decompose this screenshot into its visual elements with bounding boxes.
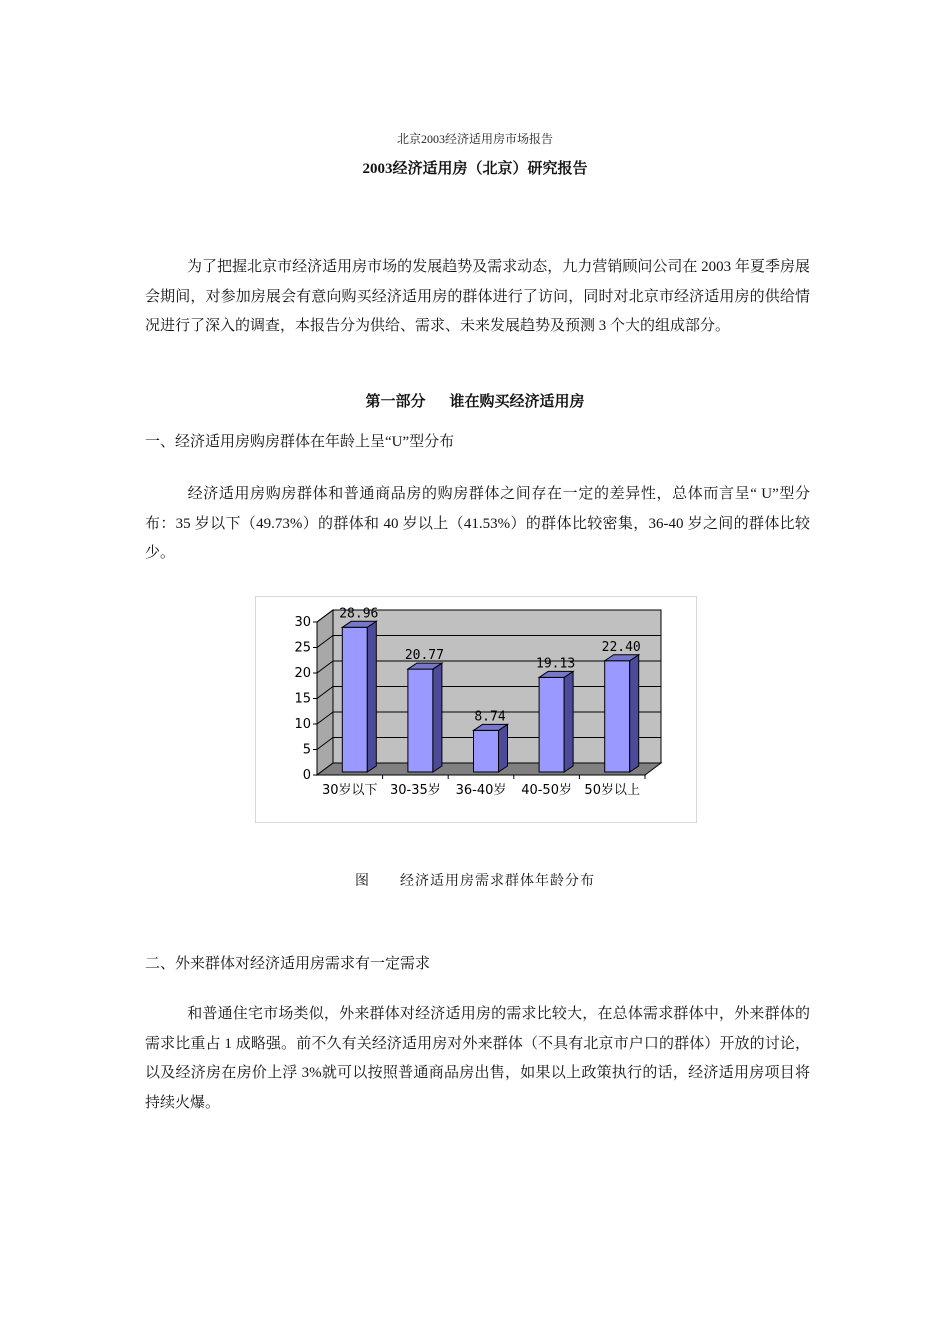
x-category-label: 36-40岁 (455, 783, 507, 798)
section-heading-1: 一、经济适用房购房群体在年龄上呈“U”型分布 (145, 434, 455, 450)
bar-side (499, 724, 508, 772)
nonlocal-text: 和普通住宅市场类似，外来群体对经济适用房的需求比较大，在总体需求群体中，外来群体的需求比重占 1 成略强。前不久有关经济适用房对外来群体（不具有北京市户口的群体）开放的讨论，以及经济房在房价上浮 3%就可以按照普通商品房出售，如果以上政策执行的话，经济适用房项目将持续火爆。 (145, 1006, 810, 1111)
x-category-label: 30岁以下 (322, 783, 378, 798)
bar (342, 627, 367, 772)
bar (474, 730, 499, 772)
bar-side (433, 663, 442, 772)
part1-title (0, 390, 950, 411)
nonlocal-paragraph (145, 1000, 810, 1118)
bar (408, 669, 433, 772)
part1-label: 第一部分 (365, 394, 426, 410)
running-header: 北京2003经济适用房市场报告 (396, 132, 553, 146)
x-category-label: 30-35岁 (390, 783, 441, 798)
y-tick-label: 25 (294, 640, 311, 656)
y-tick-label: 30 (294, 615, 311, 630)
intro-paragraph (145, 253, 810, 342)
bar-value-label: 22.40 (601, 639, 641, 655)
part1-name: 谁在购买经济适用房 (449, 394, 585, 410)
bar-value-label: 28.96 (339, 606, 379, 622)
bar-side (564, 671, 573, 772)
bar (605, 661, 630, 772)
section-heading-2: 二、外来群体对经济适用房需求有一定需求 (145, 956, 431, 972)
bar-value-label: 20.77 (404, 648, 444, 664)
x-category-label: 50岁以上 (584, 783, 640, 798)
y-tick-label: 10 (294, 717, 311, 732)
figure-caption-text: 经济适用房需求群体年龄分布 (400, 873, 595, 889)
age-paragraph (145, 480, 810, 569)
y-tick-label: 0 (302, 768, 311, 783)
bar-value-label: 8.74 (474, 709, 506, 725)
intro-text: 为了把握北京市经济适用房市场的发展趋势及需求动态，九力营销顾问公司在 2003 年夏季房展会期间，对参加房展会有意向购买经济适用房的群体进行了访问，同时对北京市经济适用房的供给情况进行了深入的调查，本报告分为供给、需求、未来发展趋势及预测 3 个大的组成部分。 (145, 259, 810, 334)
figure-label: 图 (355, 873, 370, 889)
chart-canvas (256, 597, 696, 822)
y-tick-label: 20 (294, 666, 311, 681)
bar-side (367, 621, 376, 772)
y-tick-label: 5 (302, 742, 311, 758)
bar (539, 677, 564, 772)
document-title: 2003经济适用房（北京）研究报告 (362, 161, 588, 177)
age-distribution-chart (255, 596, 697, 823)
figure-caption (0, 870, 950, 890)
y-tick-label: 15 (294, 691, 311, 707)
bar-side (630, 655, 639, 772)
bar-value-label: 19.13 (536, 656, 576, 672)
age-text: 经济适用房购房群体和普通商品房的购房群体之间存在一定的差异性，总体而言呈“ U”型分布：35 岁以下（49.73%）的群体和 40 岁以上（41.53%）的群体比较密集，36-40 岁之间的群体比较少。 (145, 486, 810, 561)
x-category-label: 40-50岁 (521, 783, 572, 798)
